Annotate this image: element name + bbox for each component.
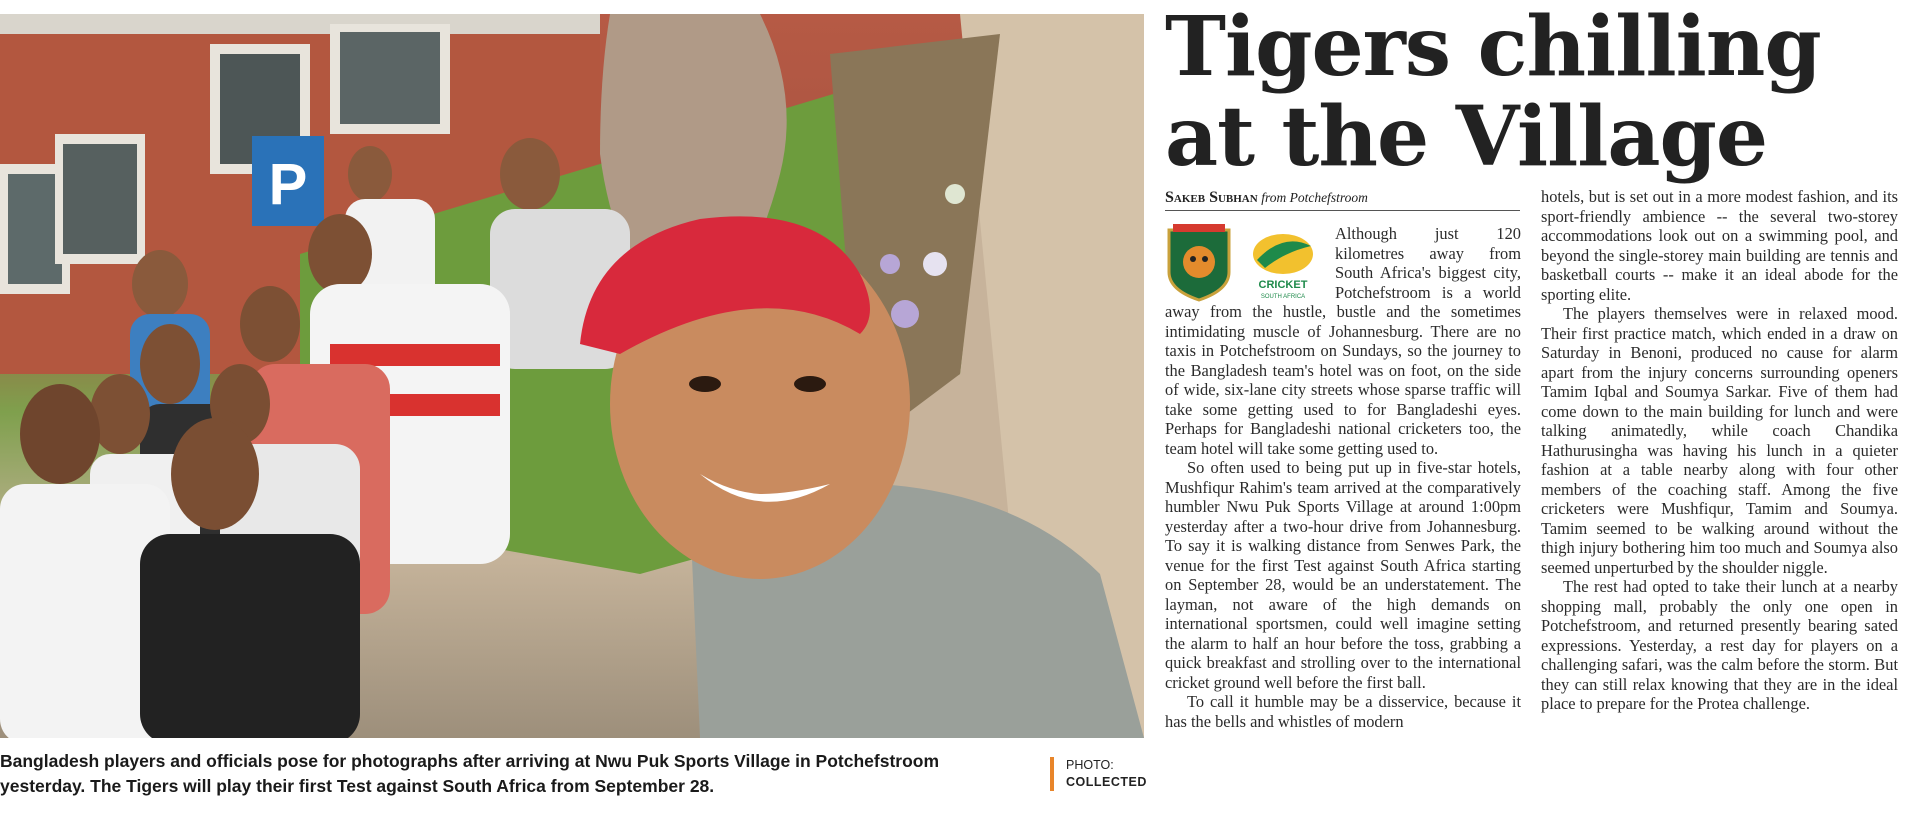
- parking-sign: [252, 136, 324, 226]
- article-headline: Tigers chilling at the Village: [1165, 0, 1821, 185]
- svg-text:SOUTH AFRICA: SOUTH AFRICA: [1260, 294, 1306, 300]
- window: [55, 134, 145, 264]
- article-paragraph: hotels, but is set out in a more modest fashion, and its sport-friendly ambience -- the several two-storey accommodations look out on a swimming pool, and beyond the single-storey main building are tennis and basketball courts -- make it an ideal abode for the sporting elite.: [1541, 187, 1898, 304]
- article-paragraph: The players themselves were in relaxed mood. Their first practice match, which ended in a draw on Saturday in Benoni, produced no cause for alarm apart from the injury concerns surrounding openers Tamim Iqbal and Soumya Sarkar. Five of them had come down to the main building for lunch and were talking animatedly, while coach Chandika Hathurusingha was having his lunch in a quieter fashion at a table nearby along with four other members of the coaching staff. Among the five cricketers were Mushfiqur, Tamim and Soumya. Tamim seemed to be walking around without the thigh injury bothering him too much and Soumya also seemed unperturbed by the shoulder niggle.: [1541, 304, 1898, 577]
- article-paragraph: To call it humble may be a disservice, because it has the bells and whistles of modern: [1165, 692, 1521, 731]
- photo-caption: Bangladesh players and officials pose for photographs after arriving at Nwu Puk Sports Village in Potchefstroom yesterday. The Tigers will play their first Test against South Africa from September 28.: [0, 751, 940, 796]
- svg-text:CRICKET: CRICKET: [1258, 279, 1308, 291]
- photo-credit-label: PHOTO:: [1066, 758, 1114, 772]
- article-photo: [0, 14, 1144, 738]
- article-column-2: [1541, 187, 1898, 714]
- selfie-illustration: [0, 14, 1144, 738]
- author-name: Sakeb Subhan: [1165, 189, 1258, 206]
- article-paragraph: So often used to being put up in five-star hotels, Mushfiqur Rahim's team arrived at the comparatively humbler Nwu Puk Sports Village at around 1:00pm yesterday after a two-hour drive from Johannesburg. To say it is walking distance from Senwes Park, the venue for the first Test against South Africa starting on September 28, would be an understatement. The layman, not aware of the high demands on international sportsmen, could well imagine setting the alarm to half an hour before the toss, grabbing a quick breakfast and strolling over to the international cricket ground well before the first ball.: [1165, 458, 1521, 692]
- svg-text:P: P: [268, 152, 308, 217]
- window: [330, 24, 450, 134]
- photo-credit: [1050, 757, 1147, 791]
- article-column-1: [1165, 224, 1521, 731]
- dateline: from Potchefstroom: [1261, 190, 1368, 205]
- article-paragraph: The rest had opted to take their lunch at a nearby shopping mall, probably the only one open in Potchefstroom, and returned presently bearing sated expressions. Yesterday, a rest day for players on a challenging safari, was the calm before the storm. But they can still relax knowing that they are in the ideal place to prepare for the Protea challenge.: [1541, 577, 1898, 713]
- article-paragraph: Although just 120 kilometres away from South Africa's biggest city, Potchefstroom is a world away from the hustle, bustle and the sometimes intimidating muscle of Johannesburg. There are no taxis in Potchefstroom on Sundays, so the journey to the Bangladesh team's hotel was on foot, on the side of wide, six-lane city streets whose sparse traffic will take some getting used to for Bangladeshi eyes. Perhaps for Bangladeshi national cricketers too, the team hotel will take some getting used to.: [1165, 224, 1521, 458]
- byline: [1165, 189, 1520, 211]
- photo-credit-source: COLLECTED: [1066, 775, 1147, 789]
